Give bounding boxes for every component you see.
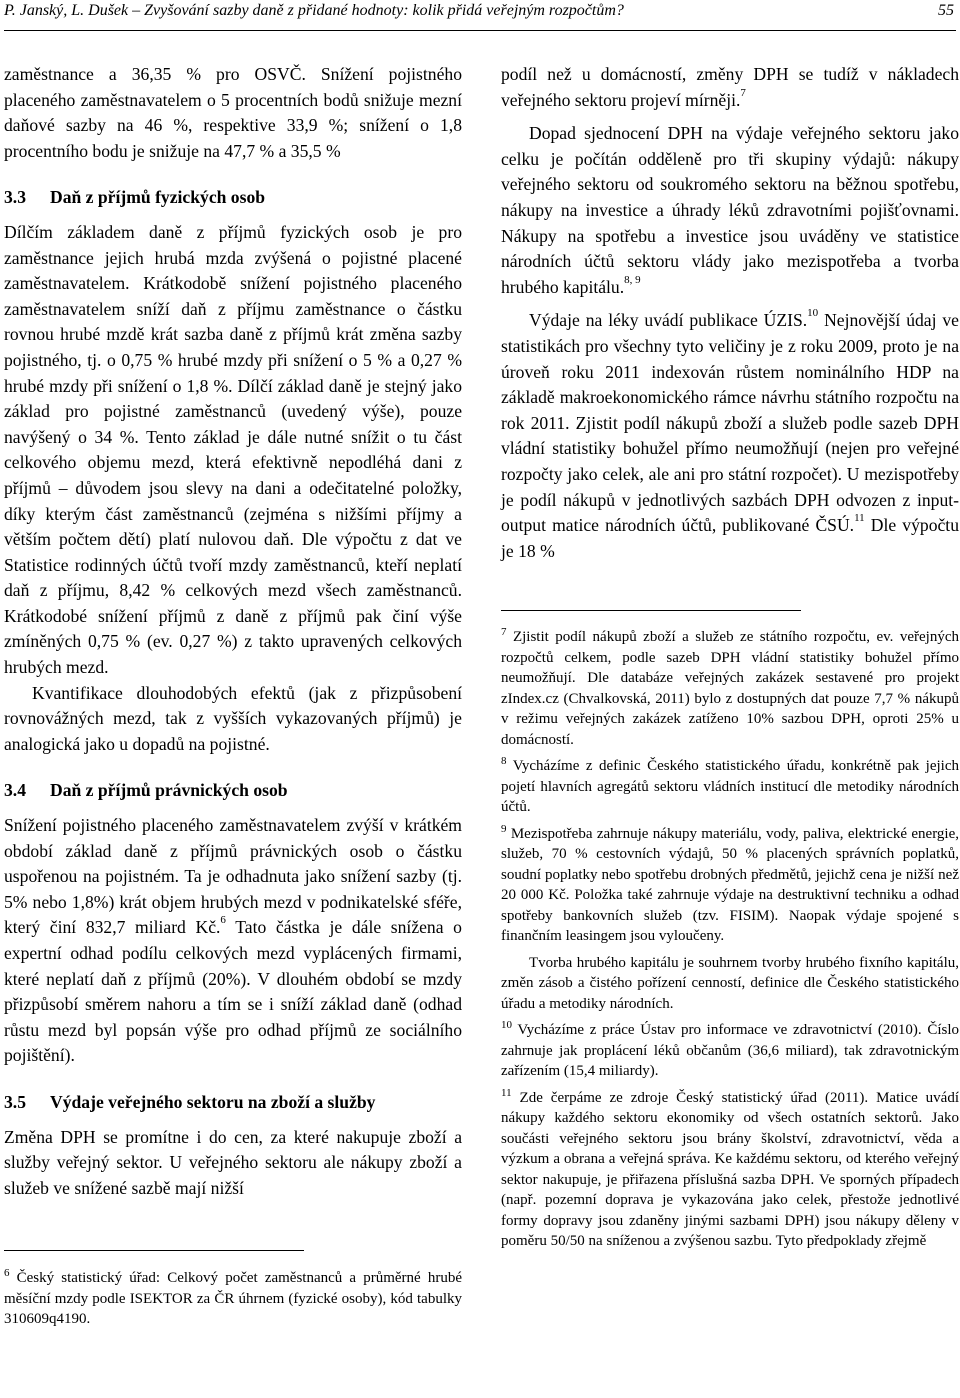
footnote-ref[interactable]: 6 — [220, 914, 226, 927]
footnote-rule — [4, 1250, 304, 1251]
page-number: 55 — [938, 2, 954, 19]
footnote-7: $^7$ Zjistit podíl nákupů zboží a služeb ze státního rozpočtu, ev. veřejných rozpočtů celkem, podle sazeb DPH vládní statistiky bohužel přímo neumožňují. Dle databáze veřejných zakázek sestavené pro projekt zIndex.cz (Chvalkovská, 2011) bylo z dostupných dat pouze 7,7 % nákupů v režimu veřejných zakázek zatíženo 10% sazbou DPH, oproti 25% u domácností. — [501, 626, 959, 748]
footnote-ref[interactable]: 7 — [740, 86, 746, 99]
paragraph: Dopad sjednocení DPH na výdaje veřejného sektoru jako celku je počítán odděleně pro tři skupiny výdajů: nákupy veřejného sektoru od soukromého sektoru na běžnou spotřebu, nákupy na investice a úhrady léků zdravotními pojišťovnami. Nákupy na spotřebu a investice jsou uváděny ve statistice národních účtů sektoru vlády jako mezispotřeba a tvorba hrubého kapitálu.$^{8, 9}$ — [501, 123, 959, 297]
right-footnotes — [501, 610, 959, 1252]
footnote-ref[interactable]: 10 — [807, 307, 819, 320]
paragraph: Dílčím základem daně z příjmů fyzických osob je pro zaměstnance jejich hrubá mzda zvýšená o pojistné placené zaměstnavatelem. Krátkodobě snížení pojistného placeného zaměstnavatelem sníží daň z příjmu zaměstnance o částku rovnou hrubé mzdě krát sazba daně z příjmů krát změna sazby pojistného, tj. o 0,75 % hrubé mzdy při snížení o 5 % a 0,27 % hrubé mzdy při snížení o 1,8 %. Dílčí základ daně je stejný jako základ pro pojistné zaměstnanců (uvedený výše), pouze navýšený o 34 %. Tento základ je dále nutné snížit o tu část celkového objemu mezd, která efektivně nepodléhá dani z příjmů – důvodem jsou slevy na dani a odečitatelné položky, díky kterým část zaměstnanců (zejména s nižšími příjmy a větším počtem dětí) platí nulovou daň. Dle výpočtu z dat ve Statistice rodinných účtů tvoří mzdy zaměstnanců, kteří neplatí daň z příjmu, 8,42 % celkových mezd všech zaměstnanců. Krátkodobé snížení příjmů z daně z příjmů pak činí výše zmíněných 0,75 % (ev. 0,27 %) z takto upravených celkových hrubých mezd. — [4, 221, 462, 678]
paragraph: Výdaje na léky uvádí publikace ÚZIS.$^{10}$ Nejnovější údaj ve statistikách pro všechny tyto veličiny je z roku 2009, proto je na úroveň roku 2011 indexován růstem nominálního HDP na základě makroekonomického rámce návrhu státního rozpočtu na rok 2011. Zjistit podíl nákupů zboží a služeb podle sazeb DPH vládní statistiky bohužel přímo neumožňují (nejen pro veřejné rozpočty jako celek, ale ani pro státní rozpočet). U mezispotřeby je podíl nákupů v jednotlivých sazbách DPH odvozen z input-output matice národních účtů, publikované ČSÚ.$^{11}$ Dle výpočtu je 18 % — [501, 307, 959, 561]
left-footnotes — [4, 1250, 462, 1330]
paragraph: Snížení pojistného placeného zaměstnavatelem zvýší v krátkém období základ daně z příjmů právnických osob o částku uspořenou na pojistném. Ta je odhadnuta jako snížení sazby (tj. 5% nebo 1,8%) krát objem hrubých mezd v podnikatelské sféře, který činí 832,7 miliard Kč.$^6$ Tato částka je dále snížena o expertní odhad podílu celkových mezd vyplácených firmami, které neplatí daň z příjmů (20%). V dlouhém období se mzdy přizpůsobí směrem nahoru a tím se i sníží základ daně (odhad růstu mezd byl popsán výše pro odhad příjmů ze sociálního pojištění). — [4, 815, 462, 1066]
footnote-9-continued: Tvorba hrubého kapitálu je souhrnem tvorby hrubého fixního kapitálu, změn zásob a čistého pořízení cenností, definice dle Českého statistického úřadu a metodiky národních. — [501, 954, 959, 1012]
footnote-10: $^{10}$ Vycházíme z práce Ústav pro informace ve zdravotnictví (2010). Číslo zahrnuje jak proplácení léků občanům (36,6 miliard), tak zdravotnickým zařízením (15,4 miliardy). — [501, 1019, 959, 1079]
running-title: P. Janský, L. Dušek – Zvyšování sazby daně z přidané hodnoty: kolik přidá veřejným rozpočtům? — [4, 2, 624, 19]
section-heading-3-5: 3.5 Výdaje veřejného sektoru na zboží a služby — [4, 1091, 376, 1112]
paragraph: podíl než u domácností, změny DPH se tudíž v nákladech veřejného sektoru projeví mírněji.$^7$ — [501, 64, 959, 110]
footnote-6: $^6$ Český statistický úřad: Celkový počet zaměstnanců a průměrné hrubé měsíční mzdy podle ISEKTOR za ČR úhrnem (fyzické osoby), kód tabulky 310609q4190. — [4, 1267, 462, 1327]
footnote-ref[interactable]: 11 — [854, 512, 865, 525]
paragraph: Změna DPH se promítne i do cen, za které nakupuje zboží a služby veřejný sektor. U veřejného sektoru ale nákupy zboží a služeb ve snížené sazbě mají nižší — [4, 1126, 462, 1198]
footnote-rule — [501, 610, 801, 611]
paragraph: Kvantifikace dlouhodobých efektů (jak z přizpůsobení rovnovážných mezd, tak z vyšších vykazovaných příjmů) je analogická jako u dopadů na pojistné. — [4, 682, 462, 754]
running-header — [4, 0, 956, 22]
footnote-9: $^9$ Mezispotřeba zahrnuje nákupy materiálu, vody, paliva, elektrické energie, služeb, 70 % cestovních výdajů, 50 % placených správních poplatků, soudní poplatky nebo spotřebu drobných předmětů, jejichž cena je nižší než 20 000 Kč. Položka také zahrnuje výdaje na destruktivní techniku a odhad spotřeby bankovních služeb (tzv. FISIM). Naopak výdaje spojené s finančním leasingem jsou vyloučeny. — [501, 822, 959, 944]
left-column — [4, 62, 462, 1201]
section-heading-3-3: 3.3 Daň z příjmů fyzických osob — [4, 187, 266, 208]
footnote-ref[interactable]: 8, 9 — [624, 273, 641, 286]
footnote-8: $^8$ Vycházíme z definic Českého statistického úřadu, konkrétně pak jejich pojetí hlavních agregátů sektoru vládních institucí dle metodiky národních účtů. — [501, 755, 959, 815]
right-column — [501, 62, 959, 564]
section-heading-3-4: 3.4 Daň z příjmů právnických osob — [4, 780, 288, 801]
header-rule — [4, 30, 956, 31]
footnote-11: $^{11}$ Zde čerpáme ze zdroje Český statistický úřad (2011). Matice uvádí nákupy každého sektoru ekonomiky od všech ostatních sektorů. Jako součásti veřejného sektoru jsou brány školství, zdravotnictví, věda a výzkum a obrana a veřejná správa. Ke každému sektoru, od kterého veřejný sektor nakupuje, je přiřazena příslušná sazba DPH. Ve sporných případech (např. pozemní doprava je vykazována jako celek, přestože jednotlivé formy dopravy jsou zdaněny jinými sazbami DPH) jsou nákupy děleny v poměru 50/50 na sníženou a zvýšenou sazbu. Tyto předpoklady zřejmě — [501, 1086, 959, 1249]
paragraph: zaměstnance a 36,35 % pro OSVČ. Snížení pojistného placeného zaměstnavatelem o 5 procentních bodů snižuje mezní daňové sazby na 46 %, respektive 33,9 %; snížení o 1,8 procentního bodu je snižuje na 47,7 % a 35,5 % — [4, 64, 462, 161]
